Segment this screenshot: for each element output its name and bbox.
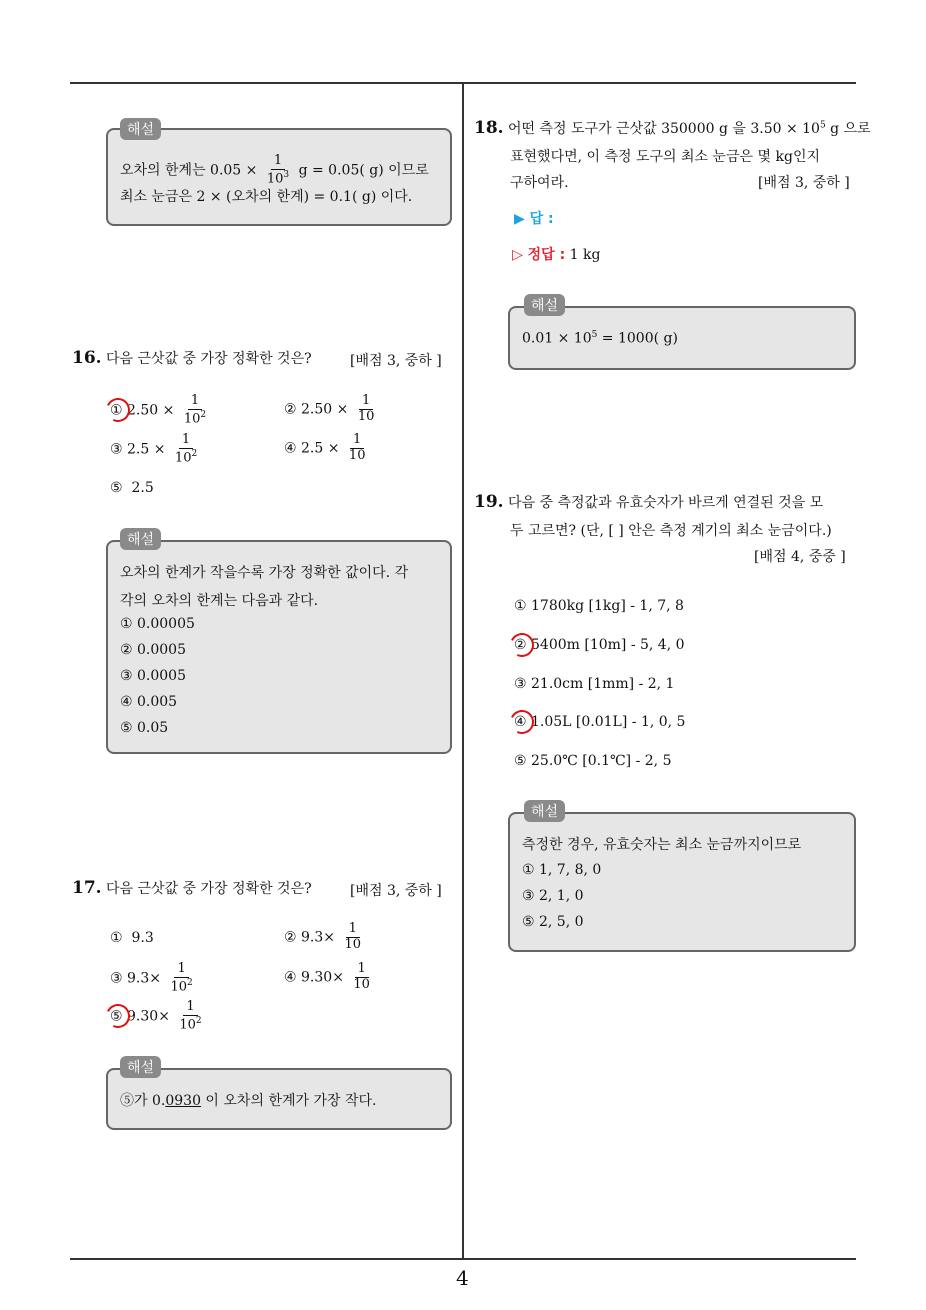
q16-score: [배점 3, 중하 ] <box>350 353 442 369</box>
q19-answer-circle-2 <box>507 630 538 661</box>
q16-number: 16. <box>72 348 102 368</box>
q17-option-4[interactable]: ④ 9.30× $\frac{1}{10}$ <box>284 961 370 992</box>
column-divider <box>462 84 464 1259</box>
q16-option-4[interactable]: ④ 2.5 × $\frac{1}{10}$ <box>284 432 366 463</box>
q18-question-line3: 구하여라. <box>510 175 569 191</box>
q19-expl-line: 측정한 경우, 유효숫자는 최소 눈금까지이므로 <box>522 837 802 853</box>
q16-text: 다음 근삿값 중 가장 정확한 것은? <box>106 351 312 367</box>
q17-explanation-tag: 해설 <box>120 1056 161 1078</box>
q19-number: 19. <box>474 492 504 512</box>
q17-option-3[interactable]: ③ 9.3× $\frac{1}{10^2}$ <box>110 961 193 995</box>
q15-expl-line1-a: 오차의 한계는 0.05 × <box>120 162 258 179</box>
q19-score: [배점 4, 중중 ] <box>754 549 846 565</box>
q16-expl-line: ② 0.0005 <box>120 642 186 658</box>
q18-number: 18. <box>474 118 504 138</box>
q18-question-line1: 18. 어떤 측정 도구가 근삿값 350000 g 을 $3.50 \times 10^5$ g 으로 <box>474 118 871 138</box>
q19-question-line1: 19. 다음 중 측정값과 유효숫자가 바르게 연결된 것을 모 <box>474 492 824 512</box>
q15-expl-fraction: $\frac{1}{10^3}$ <box>266 153 290 187</box>
q18-question-line2: 표현했다면, 이 측정 도구의 최소 눈금은 몇 kg인지 <box>510 149 821 165</box>
q17-expl-text-b: 이 오차의 한계가 가장 작다. <box>200 1093 377 1109</box>
q19-option-5[interactable]: ⑤ 25.0℃ [0.1℃] - 2, 5 <box>514 753 672 769</box>
q17-expl-underlined: 0930 <box>165 1093 201 1109</box>
q16-expl-line: 오차의 한계가 작을수록 가장 정확한 값이다. 각 <box>120 565 409 581</box>
q19-expl-line: ③ 2, 1, 0 <box>522 888 584 904</box>
q16-question <box>72 348 312 368</box>
q19-option-1[interactable]: ① 1780kg [1kg] - 1, 7, 8 <box>514 598 684 614</box>
q15-explanation-box <box>106 128 452 226</box>
q19-expl-line: ⑤ 2, 5, 0 <box>522 914 584 930</box>
q16-option-5[interactable]: ⑤ 2.5 <box>110 480 154 496</box>
q16-expl-line: ④ 0.005 <box>120 694 178 710</box>
q17-text: 다음 근삿값 중 가장 정확한 것은? <box>106 881 312 897</box>
q15-expl-line2: 최소 눈금은 2 × (오차의 한계) = 0.1( g) 이다. <box>120 189 413 205</box>
q17-explanation-box <box>106 1068 452 1130</box>
q19-option-2[interactable]: ② 5400m [10m] - 5, 4, 0 <box>514 637 685 653</box>
q16-expl-line: ③ 0.0005 <box>120 668 186 684</box>
q18-answer-label: ▶ 답 : <box>514 211 554 227</box>
q18-correct-answer: ▷ 정답 : 1 kg <box>512 247 601 263</box>
q16-expl-line: ① 0.00005 <box>120 616 195 632</box>
q15-explanation-tag: 해설 <box>120 118 161 140</box>
q18-score: [배점 3, 중하 ] <box>758 175 850 191</box>
q17-option-2[interactable]: ② 9.3× $\frac{1}{10}$ <box>284 921 362 952</box>
q16-expl-line: 각의 오차의 한계는 다음과 같다. <box>120 593 319 609</box>
q17-number: 17. <box>72 878 102 898</box>
q17-option-1[interactable]: ① 9.3 <box>110 930 154 946</box>
q19-option-3[interactable]: ③ 21.0cm [1mm] - 2, 1 <box>514 676 675 692</box>
page-number: 4 <box>456 1266 469 1290</box>
q17-question <box>72 878 312 898</box>
bottom-rule <box>70 1258 856 1260</box>
q16-explanation-tag: 해설 <box>120 528 161 550</box>
q16-expl-line: ⑤ 0.05 <box>120 720 169 736</box>
q19-explanation-box <box>508 812 856 952</box>
q18-explanation-box: $0.01 \times 10^5 = 1000$( g) <box>508 306 856 370</box>
q16-option-1[interactable]: ① 2.50 × $\frac{1}{10^2}$ <box>110 393 207 427</box>
q16-explanation-box <box>106 540 452 754</box>
q17-expl-text-a: ⑤가 0. <box>120 1093 166 1109</box>
q17-option-5[interactable]: ⑤ 9.30× $\frac{1}{10^2}$ <box>110 999 202 1033</box>
q16-option-3[interactable]: ③ 2.5 × $\frac{1}{10^2}$ <box>110 432 198 466</box>
q19-answer-circle-4 <box>507 707 538 738</box>
q19-expl-line: ① 1, 7, 8, 0 <box>522 862 602 878</box>
q18-explanation-tag: 해설 <box>524 294 565 316</box>
q17-score: [배점 3, 중하 ] <box>350 883 442 899</box>
q16-option-2[interactable]: ② 2.50 × $\frac{1}{10}$ <box>284 393 375 424</box>
q15-expl-line1-b: g = 0.05( g) 이므로 <box>298 162 429 179</box>
q19-explanation-tag: 해설 <box>524 800 565 822</box>
q19-question-line2: 두 고르면? (단, [ ] 안은 측정 계기의 최소 눈금이다.) <box>510 523 832 539</box>
q19-option-4[interactable]: ④ 1.05L [0.01L] - 1, 0, 5 <box>514 714 686 730</box>
